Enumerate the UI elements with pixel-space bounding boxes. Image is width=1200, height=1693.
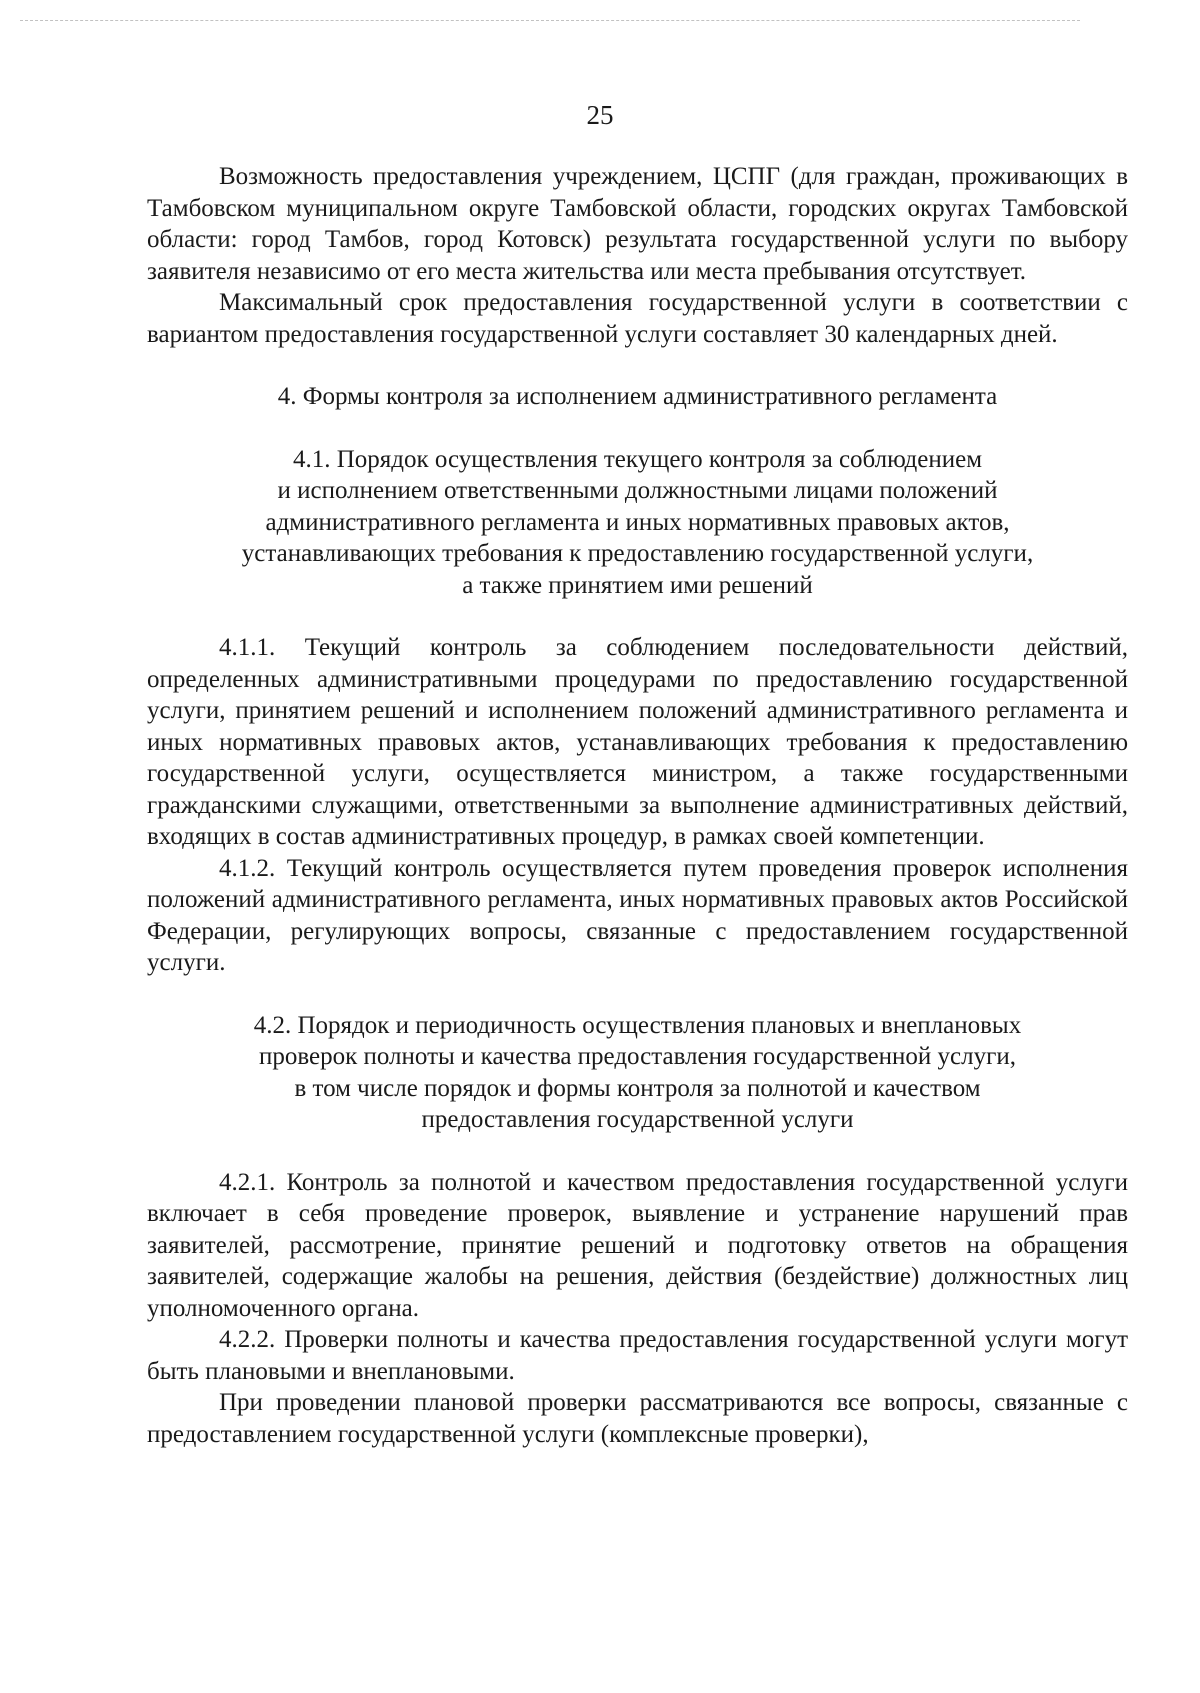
scan-artifact-line	[20, 20, 1080, 21]
spacer	[147, 350, 1128, 381]
page-number: 25	[586, 100, 614, 130]
heading-line: административного регламента и иных нормативных правовых актов,	[265, 508, 1010, 536]
spacer	[147, 979, 1128, 1010]
heading-line: предоставления государственной услуги	[421, 1106, 854, 1133]
heading-line: 4.1. Порядок осуществления текущего контроля за соблюдением	[292, 445, 983, 473]
heading-line: устанавливающих требования к предоставлению государственной услуги,	[241, 540, 1034, 567]
paragraph-4-2-1: 4.2.1. Контроль за полнотой и качеством предоставления государственной услуги включает в себя проведение проверок, выявление и устранение нарушений прав заявителей, рассмотрение, принятие решений и подготовку ответов на обращения заявителей, содержащие жалобы на решения, действия (бездействие) должностных лиц уполномоченного органа.	[147, 1168, 1128, 1322]
subsection-heading-4-1	[147, 444, 1128, 602]
spacer	[147, 1136, 1128, 1167]
paragraph-4-1-1: 4.1.1. Текущий контроль за соблюдением последовательности действий, определенных административными процедурами по предоставлению государственной услуги, принятием решений и исполнением положений административного регламента и иных нормативных правовых актов, устанавливающих требования к предоставлению государственной услуги, осуществляется министром, а также государственными гражданскими служащими, ответственными за выполнение административных действий, входящих в состав административных процедур, в рамках своей компетенции.	[147, 634, 1128, 850]
paragraph-planned-check: При проведении плановой проверки рассматриваются все вопросы, связанные с предоставлением государственной услуги (комплексные проверки),	[147, 1389, 1128, 1448]
paragraph-4-1-2: 4.1.2. Текущий контроль осуществляется путем проведения проверок исполнения положений административного регламента, иных нормативных правовых актов Российской Федерации, регулирующих вопросы, связанные с предоставлением государственной услуги.	[147, 854, 1128, 976]
section-heading-4: 4. Формы контроля за исполнением административного регламента	[277, 383, 998, 410]
spacer	[147, 413, 1128, 444]
heading-line: а также принятием ими решений	[462, 571, 813, 599]
paragraph-4-2-2: 4.2.2. Проверки полноты и качества предоставления государственной услуги могут быть плановыми и внеплановыми.	[147, 1326, 1128, 1385]
paragraph-max-term: Максимальный срок предоставления государственной услуги в соответствии с вариантом предоставления государственной услуги составляет 30 календарных дней.	[147, 289, 1128, 348]
heading-line: и исполнением ответственными должностными лицами положений	[277, 477, 998, 504]
heading-line: проверок полноты и качества предоставления государственной услуги,	[258, 1043, 1017, 1070]
heading-line: в том числе порядок и формы контроля за полнотой и качеством	[294, 1074, 981, 1102]
heading-line: 4.2. Порядок и периодичность осуществления плановых и внеплановых	[253, 1011, 1022, 1039]
spacer	[147, 601, 1128, 632]
subsection-heading-4-2	[147, 1010, 1128, 1136]
document-body	[147, 161, 1128, 1450]
paragraph-availability: Возможность предоставления учреждением, ЦСПГ (для граждан, проживающих в Тамбовском муниципальном округе Тамбовской области, городских округах Тамбовской области: город Тамбов, город Котовск) результата государственной услуги по выбору заявителя независимо от его места жительства или места пребывания отсутствует.	[147, 163, 1128, 285]
